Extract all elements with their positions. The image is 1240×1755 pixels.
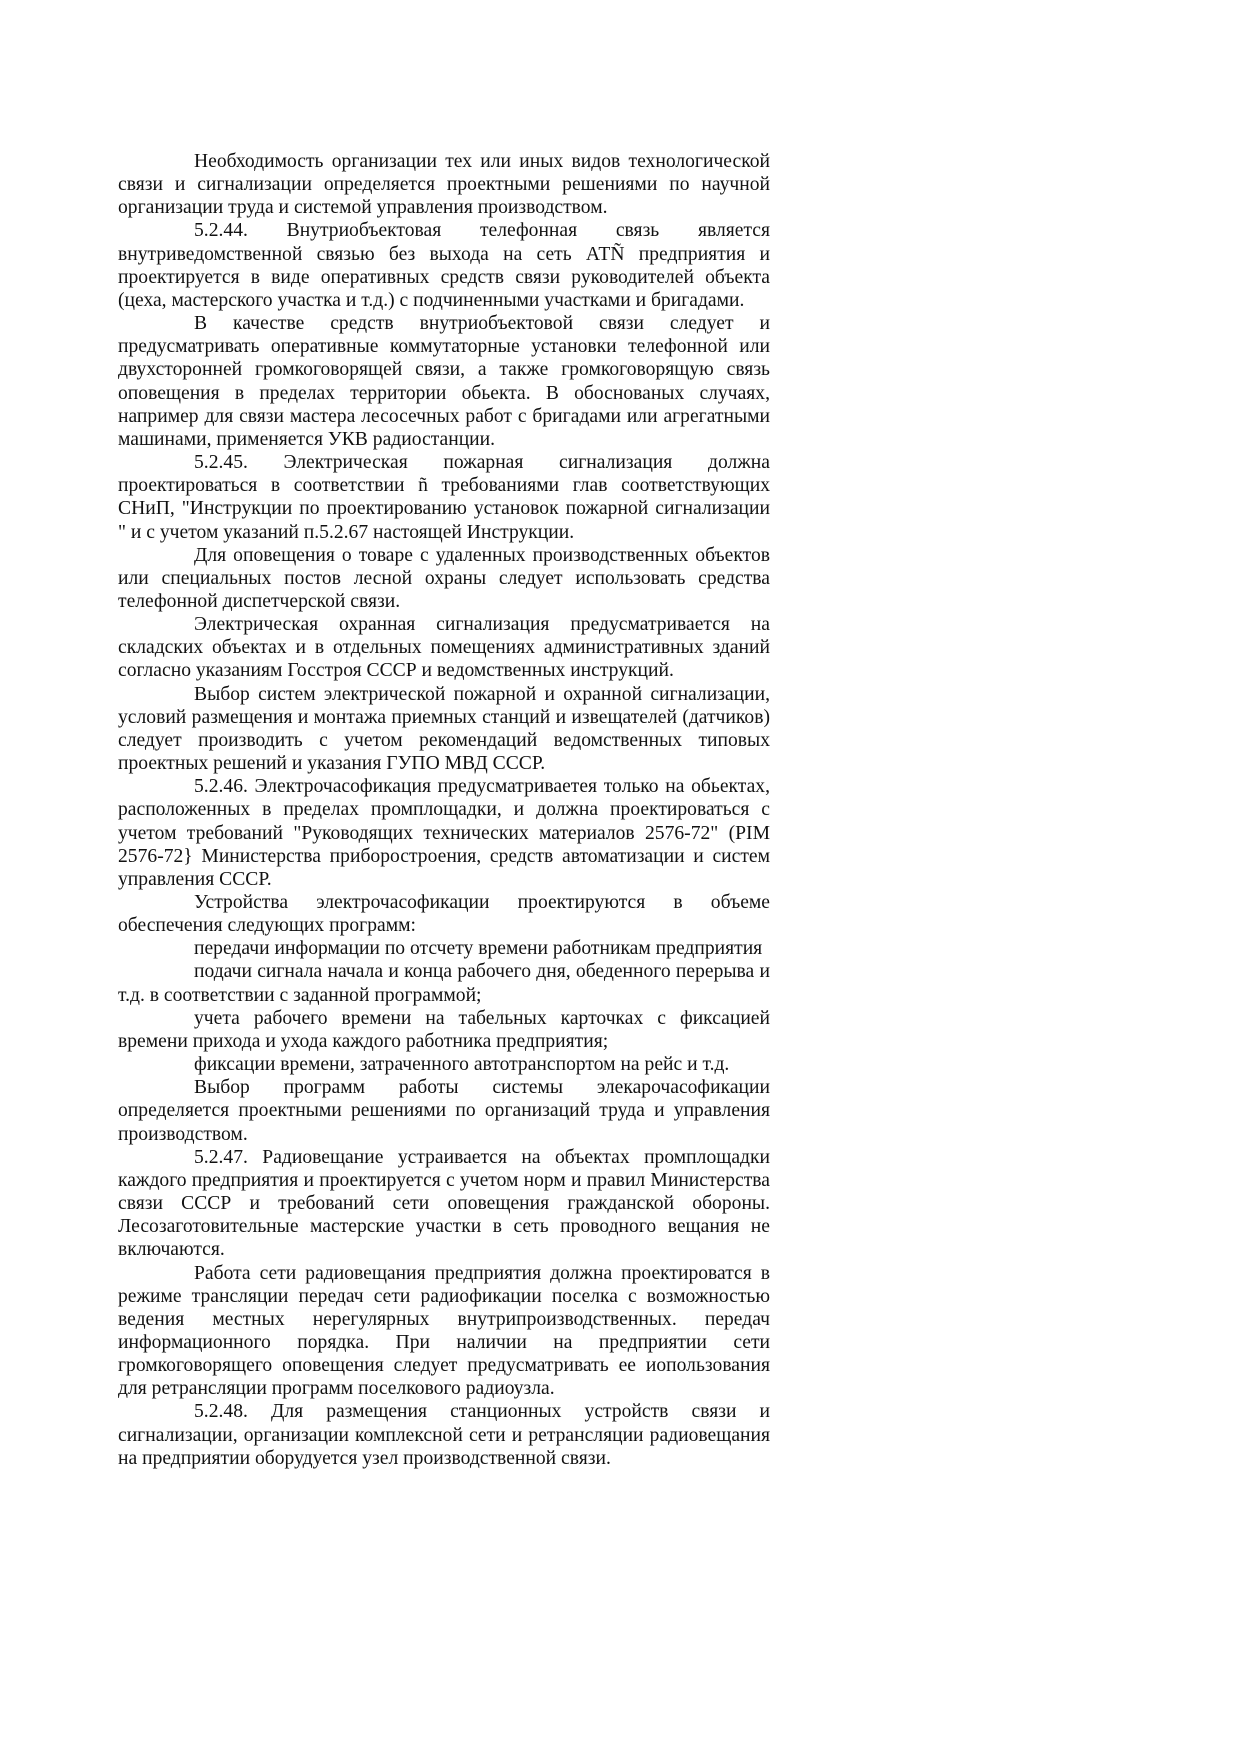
paragraph-5-2-48: 5.2.48. Для размещения станционных устройств связи и сигнализации, организации комплексной сети и ретрансляции радиовещания на предприятии оборудуется узел производственной связи. [118, 1401, 770, 1469]
list-item-work-signal: подачи сигнала начала и конца рабочего дня, обеденного перерыва и т.д. в соответствии с заданной программой; [118, 961, 770, 1006]
paragraph-5-2-44: 5.2.44. Внутриобъектовая телефонная связь является внутриведомственной связью без выхода на сеть АТÑ предприятия и проектируется в виде оперативных средств связи руководителей объекта (цеха, мастерского участка и т.д.) с подчиненными участками и бригадами. [118, 220, 770, 311]
paragraph-5-2-47: 5.2.47. Радиовещание устраивается на объектах промплощадки каждого предприятия и проектируется с учетом норм и правил Министерства связи СССР и требований сети оповещения гражданской обороны. Лесозаготовительные мастерские участки в сеть проводного вещания не включаются. [118, 1146, 770, 1261]
list-item-transport-time: фиксации времени, затраченного автотранспортом на рейс и т.д. [194, 1054, 730, 1076]
list-item-time-cards: учета рабочего времени на табельных карточках с фиксацией времени прихода и ухода каждого работника предприятия; [118, 1007, 770, 1052]
paragraph-clock-devices: Устройства электрочасофикации проектируются в объеме обеспечения следующих программ: [118, 892, 770, 937]
paragraph-alarm-systems: Выбор систем электрической пожарной и охранной сигнализации, условий размещения и монтажа приемных станций и извещателей (датчиков) следует производить с учетом рекомендаций ведомственных типовых проектных решений и указания ГУПО МВД СССР. [118, 683, 770, 775]
paragraph-program-choice: Выбор программ работы системы элекарочасофикации определяется проектными решениями по организаций труда и управления производством. [118, 1077, 770, 1145]
paragraph-fire-notification: Для оповещения о товаре с удаленных производственных объектов или специальных постов лесной охраны следует использовать средства телефонной диспетчерской связи. [118, 544, 770, 612]
list-item-time-info: передачи информации по отсчету времени работникам предприятия [194, 938, 763, 960]
paragraph-intercom: В качестве средств внутриобъектовой связи следует и предусматривать оперативные коммутаторные установки телефонной или двухсторонней громкоговорящей связи, а также громкоговорящую связь оповещения в пределах территории обьекта. В обоснованых случаях, например для связи мастера лесосечных работ с бригадами или агрегатными машинами, применяется УКВ радиостанции. [118, 313, 770, 450]
paragraph-security-alarm: Электрическая охранная сигнализация предусматривается на складских объектах и в отдельных помещениях административных зданий согласно указаниям Госстроя СССР и ведомственных инструкций. [118, 614, 770, 682]
paragraph-radio-network: Работа сети радиовещания предприятия должна проектироватся в режиме трансляции передач сети радиофикации поселка с возможностью ведения местных нерегулярных внутрипроизводственных. передач информационного порядка. При наличии на предприятии сети громкоговорящего оповещения следует предусматривать ее иопользования для ретрансляции программ поселкового радиоузла. [118, 1262, 770, 1400]
document-page [118, 150, 770, 1470]
paragraph-5-2-45: 5.2.45. Электрическая пожарная сигнализация должна проектироваться в соответствии ñ требованиями глав соответствующих СНиП, "Инструкции по проектированию установок пожарной сигнализации " и с учетом указаний п.5.2.67 настоящей Инструкции. [118, 452, 770, 543]
paragraph-intro: Необходимость организации тех или иных видов технологической связи и сигнализации определяется проектными решениями по научной организации труда и системой управления производством. [118, 151, 770, 219]
paragraph-5-2-46: 5.2.46. Электрочасофикация предусматриваетея только на обьектах, расположенных в пределах промплощадки, и должна проектироваться с учетом требований "Руководящих технических материалов 2576-72" (РIМ 2576-72} Министерства приборостроения, средств автоматизации и систем управления СССР. [118, 776, 770, 890]
